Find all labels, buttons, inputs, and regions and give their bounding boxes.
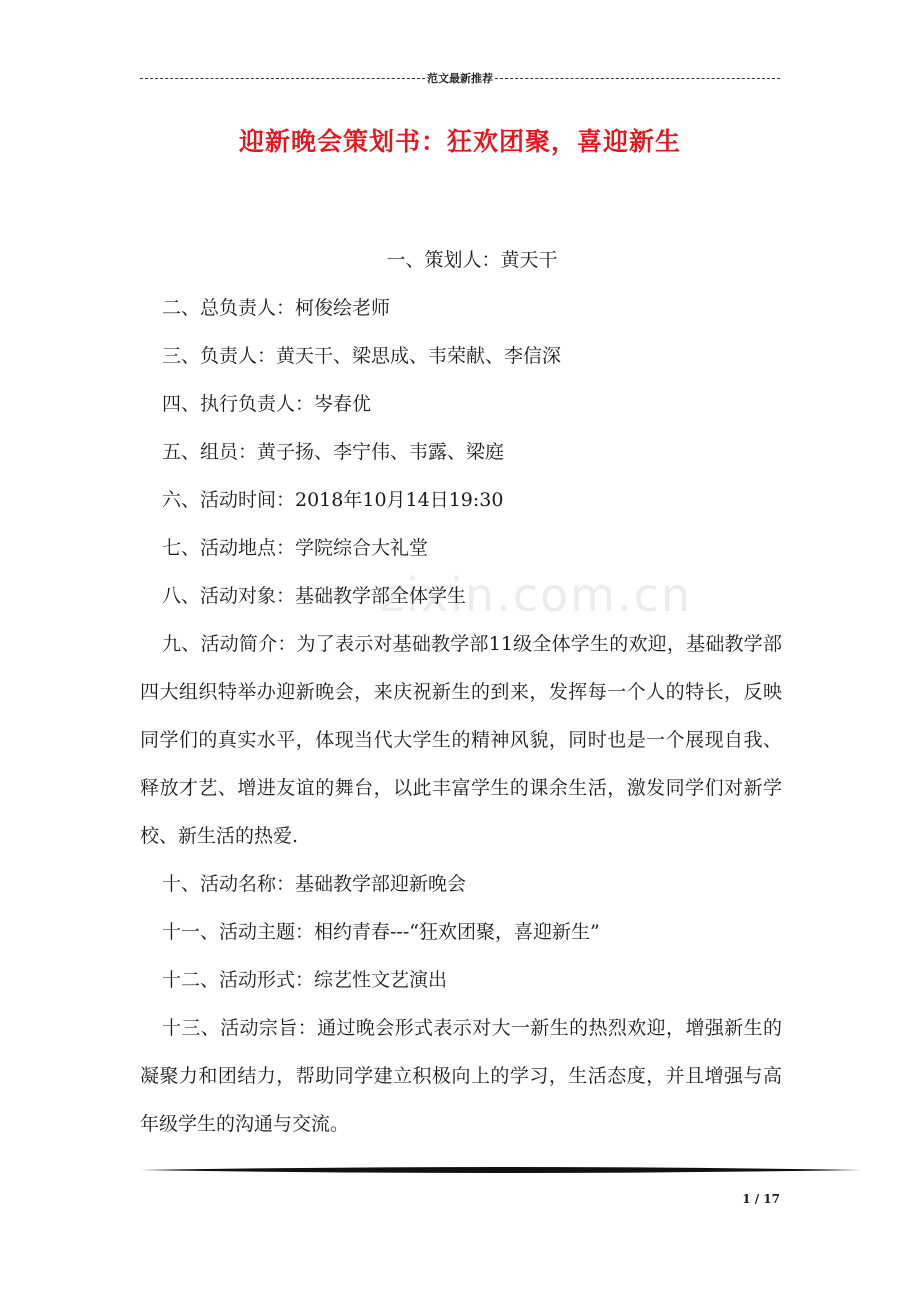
footer-rule <box>140 1164 862 1176</box>
paragraph-location: 七、活动地点：学院综合大礼堂 <box>162 537 429 559</box>
header-rule <box>140 68 780 88</box>
document-body <box>140 236 782 1148</box>
paragraph-members: 五、组员：黄子扬、李宁伟、韦露、梁庭 <box>162 441 505 463</box>
paragraph-audience: 八、活动对象：基础教学部全体学生 <box>162 585 467 607</box>
header-dash-right <box>495 78 780 79</box>
paragraph-introduction: 九、活动简介：为了表示对基础教学部11级全体学生的欢迎，基础教学部四大组织特举办迎新晚会，来庆祝新生的到来，发挥每一个人的特长，反映同学们的真实水平，体现当代大学生的精神风貌，同时也是一个展现自我、释放才艺、增进友谊的舞台，以此丰富学生的课余生活，激发同学们对新学校、新生活的热爱. <box>140 633 782 847</box>
paragraph-purpose: 十三、活动宗旨：通过晚会形式表示对大一新生的热烈欢迎，增强新生的凝聚力和团结力，帮助同学建立积极向上的学习，生活态度，并且增强与高年级学生的沟通与交流。 <box>140 1017 782 1135</box>
paragraph-managers: 三、负责人：黄天干、梁思成、韦荣献、李信深 <box>162 345 562 367</box>
paragraph-theme: 十一、活动主题：相约青春---“狂欢团聚，喜迎新生” <box>162 921 600 943</box>
header-dash-left <box>140 78 425 79</box>
paragraph-format: 十二、活动形式：综艺性文艺演出 <box>162 969 448 991</box>
paragraph-time: 六、活动时间：2018年10月14日19:30 <box>162 489 504 511</box>
paragraph-executive-manager: 四、执行负责人：岑春优 <box>162 393 372 415</box>
paragraph-planner: 一、策划人：黄天干 <box>386 249 558 271</box>
header-label: 范文最新推荐 <box>427 72 493 85</box>
document-title: 迎新晚会策划书：狂欢团聚，喜迎新生 <box>238 127 681 156</box>
paragraph-event-name: 十、活动名称：基础教学部迎新晚会 <box>162 873 467 895</box>
page-number: 1 / 17 <box>742 1192 780 1206</box>
watermark: zixin.com.cn <box>380 568 693 622</box>
paragraph-general-manager: 二、总负责人：柯俊绘老师 <box>162 297 391 319</box>
